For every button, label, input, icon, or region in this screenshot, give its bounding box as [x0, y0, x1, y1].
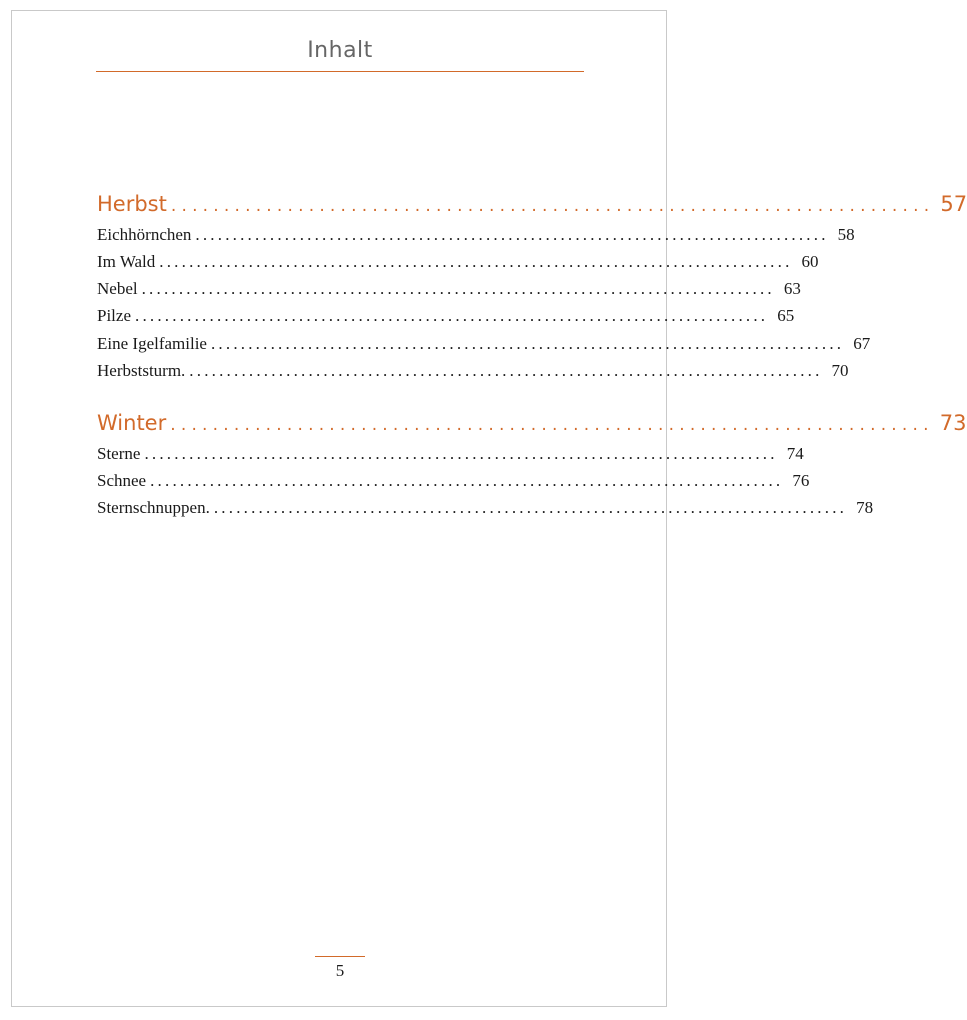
toc-entry[interactable] — [97, 471, 810, 491]
toc-entry-title: Sterne — [97, 444, 141, 463]
dot-leader: ..................................................................................... — [141, 279, 775, 298]
toc-entry-page: 67 — [853, 334, 871, 353]
toc-entry-page: 76 — [792, 471, 810, 490]
dot-leader: ..................................................................................... — [135, 306, 769, 325]
toc-entry[interactable] — [97, 306, 795, 326]
toc-entry-title: Eine Igelfamilie — [97, 334, 207, 353]
toc-entry[interactable] — [97, 225, 855, 245]
toc-section-page: 57 — [940, 192, 967, 216]
toc-entry-title: Pilze — [97, 306, 131, 325]
toc-section-winter[interactable] — [97, 411, 967, 435]
toc-entry[interactable] — [97, 444, 804, 464]
toc-entry-page: 58 — [837, 225, 855, 244]
toc-entry-title: Eichhörnchen — [97, 225, 192, 244]
header-divider — [96, 71, 584, 72]
toc-entry-title: Im Wald — [97, 252, 156, 271]
toc-entry-page: 65 — [777, 306, 795, 325]
dot-leader: ..................................................................................... — [144, 444, 778, 463]
toc-entry[interactable] — [97, 279, 801, 299]
toc-section-herbst[interactable] — [97, 192, 967, 216]
dot-leader: ..................................................................................... — [159, 252, 793, 271]
dot-leader: ..................................................................................... — [189, 361, 823, 380]
toc-entry-title: Nebel — [97, 279, 138, 298]
toc-entry-page: 63 — [783, 279, 801, 298]
toc-entry-title: Herbststurm. — [97, 361, 186, 380]
toc-section-page: 73 — [939, 411, 967, 435]
toc-entry-title: Schnee — [97, 471, 147, 490]
toc-entry[interactable] — [97, 334, 871, 354]
toc-entry[interactable] — [97, 252, 819, 272]
dot-leader: ..................................................................................... — [195, 225, 829, 244]
page-title: Inhalt — [307, 38, 373, 63]
toc-entry[interactable] — [97, 498, 874, 518]
dot-leader: ........................................................................ — [170, 415, 934, 435]
dot-leader: ..................................................................................... — [213, 498, 848, 517]
toc-entry-page: 70 — [831, 361, 849, 380]
toc-section-title: Herbst — [97, 192, 167, 216]
toc-entry-page: 74 — [786, 444, 804, 463]
toc-entry-title: Sternschnuppen. — [97, 498, 210, 517]
dot-leader: ..................................................................................... — [210, 334, 845, 353]
toc-entry-page: 78 — [856, 498, 874, 517]
dot-leader: ........................................................................ — [170, 196, 935, 216]
toc-section-title: Winter — [97, 411, 167, 435]
footer-divider — [315, 956, 365, 957]
toc-entry-page: 60 — [801, 252, 819, 271]
toc-entry[interactable] — [97, 361, 849, 381]
page-number: 5 — [335, 961, 345, 980]
dot-leader: ..................................................................................... — [150, 471, 784, 490]
